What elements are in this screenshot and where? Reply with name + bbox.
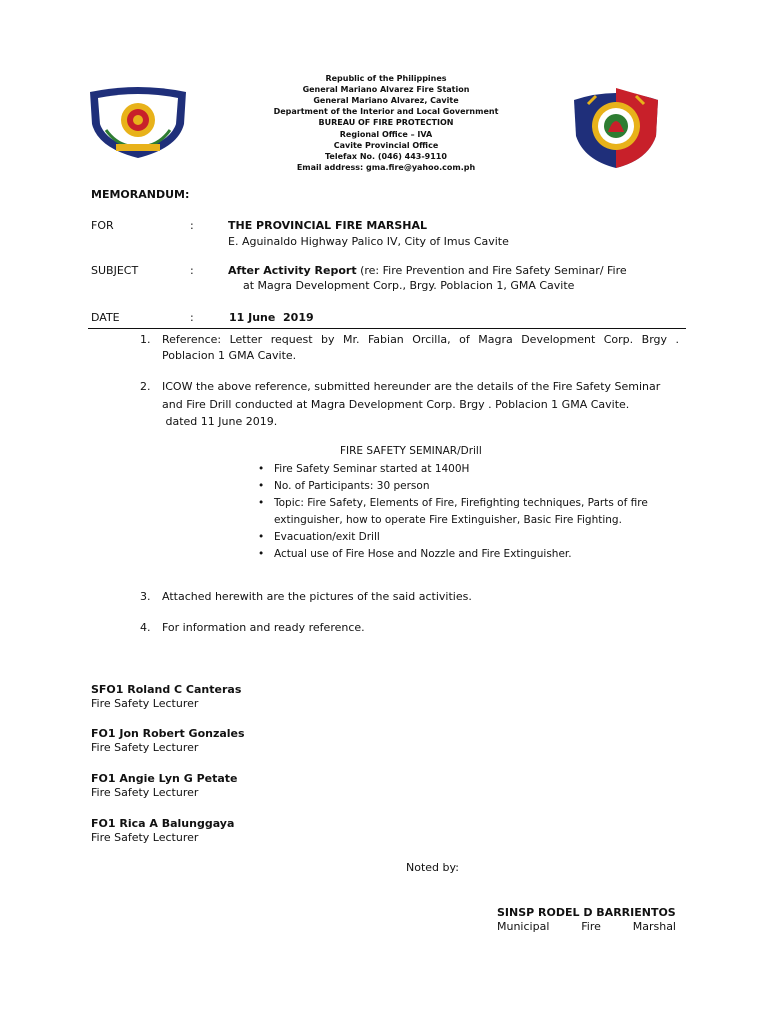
list-item: [258, 529, 648, 546]
signatory-name: FO1 Jon Robert Gonzales: [91, 727, 245, 740]
item-number: 3.: [140, 590, 151, 603]
item-4-text: For information and ready reference.: [162, 621, 365, 634]
for-colon: :: [190, 219, 194, 232]
header-line: Department of the Interior and Local Government: [273, 107, 499, 116]
subject-line-1: [228, 264, 627, 277]
item-2-line-3: dated 11 June 2019.: [162, 415, 278, 428]
header-line: Regional Office – IVA: [339, 130, 433, 139]
item-2-line-2: and Fire Drill conducted at Magra Development Corp. Brgy . Poblacion 1 GMA Cavite.: [162, 398, 630, 411]
subject-colon: :: [190, 264, 194, 277]
for-label: FOR: [91, 219, 114, 232]
list-item-text: Topic: Fire Safety, Elements of Fire, Firefighting techniques, Parts of fire: [274, 497, 648, 509]
header-line: Telefax No. (046) 443-9110: [325, 152, 447, 161]
list-item: [258, 546, 648, 563]
header-line: Email address: gma.fire@yahoo.com.ph: [296, 163, 476, 172]
section-title: FIRE SAFETY SEMINAR/Drill: [340, 445, 482, 457]
signatory-title: Fire Safety Lecturer: [91, 786, 199, 799]
memo-title: MEMORANDUM:: [91, 188, 190, 201]
signatory-name: FO1 Rica A Balunggaya: [91, 817, 235, 830]
list-item-text-continued: extinguisher, how to operate Fire Extinguisher, Basic Fire Fighting.: [274, 514, 622, 526]
list-item: [258, 495, 648, 529]
list-item-text: Fire Safety Seminar started at 1400H: [274, 463, 470, 475]
signatory-name: SFO1 Roland C Canteras: [91, 683, 242, 696]
item-2-line-1: ICOW the above reference, submitted hereunder are the details of the Fire Safety Seminar: [162, 380, 661, 393]
header-line: General Mariano Alvarez Fire Station: [302, 85, 470, 94]
item-1-line-1: Reference: Letter request by Mr. Fabian Orcilla, of Magra Development Corp. Brgy .: [162, 333, 679, 346]
list-item: [258, 478, 648, 495]
noting-officer-title: [497, 920, 676, 933]
noting-officer-name: SINSP RODEL D BARRIENTOS: [497, 906, 676, 919]
header-line: Republic of the Philippines: [325, 74, 447, 83]
item-number: 4.: [140, 621, 151, 634]
subject-title: After Activity Report: [228, 264, 357, 277]
title-word: Fire: [581, 920, 601, 933]
header-line: Cavite Provincial Office: [333, 141, 439, 150]
bureau-of-fire-protection-badge-icon: [568, 86, 664, 170]
title-word: Marshal: [632, 920, 676, 933]
item-3-text: Attached herewith are the pictures of the said activities.: [162, 590, 472, 603]
noted-by-label: Noted by:: [406, 861, 459, 874]
title-word: Municipal: [497, 920, 550, 933]
item-number: 2.: [140, 380, 151, 393]
list-item-text: No. of Participants: 30 person: [274, 480, 430, 492]
subject-line-2: at Magra Development Corp., Brgy. Poblacion 1, GMA Cavite: [243, 279, 575, 292]
list-item: [258, 461, 648, 478]
memo-divider: [88, 328, 686, 329]
subject-detail: (re: Fire Prevention and Fire Safety Seminar/ Fire: [356, 264, 627, 277]
seminar-details-list: [258, 461, 648, 563]
signatory-title: Fire Safety Lecturer: [91, 831, 199, 844]
provincial-fire-marshal-seal-icon: [86, 84, 190, 160]
signatory-title: Fire Safety Lecturer: [91, 741, 199, 754]
list-item-text: Actual use of Fire Hose and Nozzle and Fire Extinguisher.: [274, 548, 572, 560]
item-number: 1.: [140, 333, 151, 346]
item-1-line-2: Poblacion 1 GMA Cavite.: [162, 349, 297, 362]
signatory-name: FO1 Angie Lyn G Petate: [91, 772, 238, 785]
for-recipient: THE PROVINCIAL FIRE MARSHAL: [228, 219, 427, 232]
date-value: 11 June 2019: [229, 311, 314, 324]
header-line: General Mariano Alvarez, Cavite: [313, 96, 459, 105]
date-label: DATE: [91, 311, 120, 324]
date-colon: :: [190, 311, 194, 324]
list-item-text: Evacuation/exit Drill: [274, 531, 380, 543]
header-line: BUREAU OF FIRE PROTECTION: [318, 118, 454, 127]
subject-label: SUBJECT: [91, 264, 139, 277]
signatory-title: Fire Safety Lecturer: [91, 697, 199, 710]
for-address: E. Aguinaldo Highway Palico IV, City of Imus Cavite: [228, 235, 509, 248]
